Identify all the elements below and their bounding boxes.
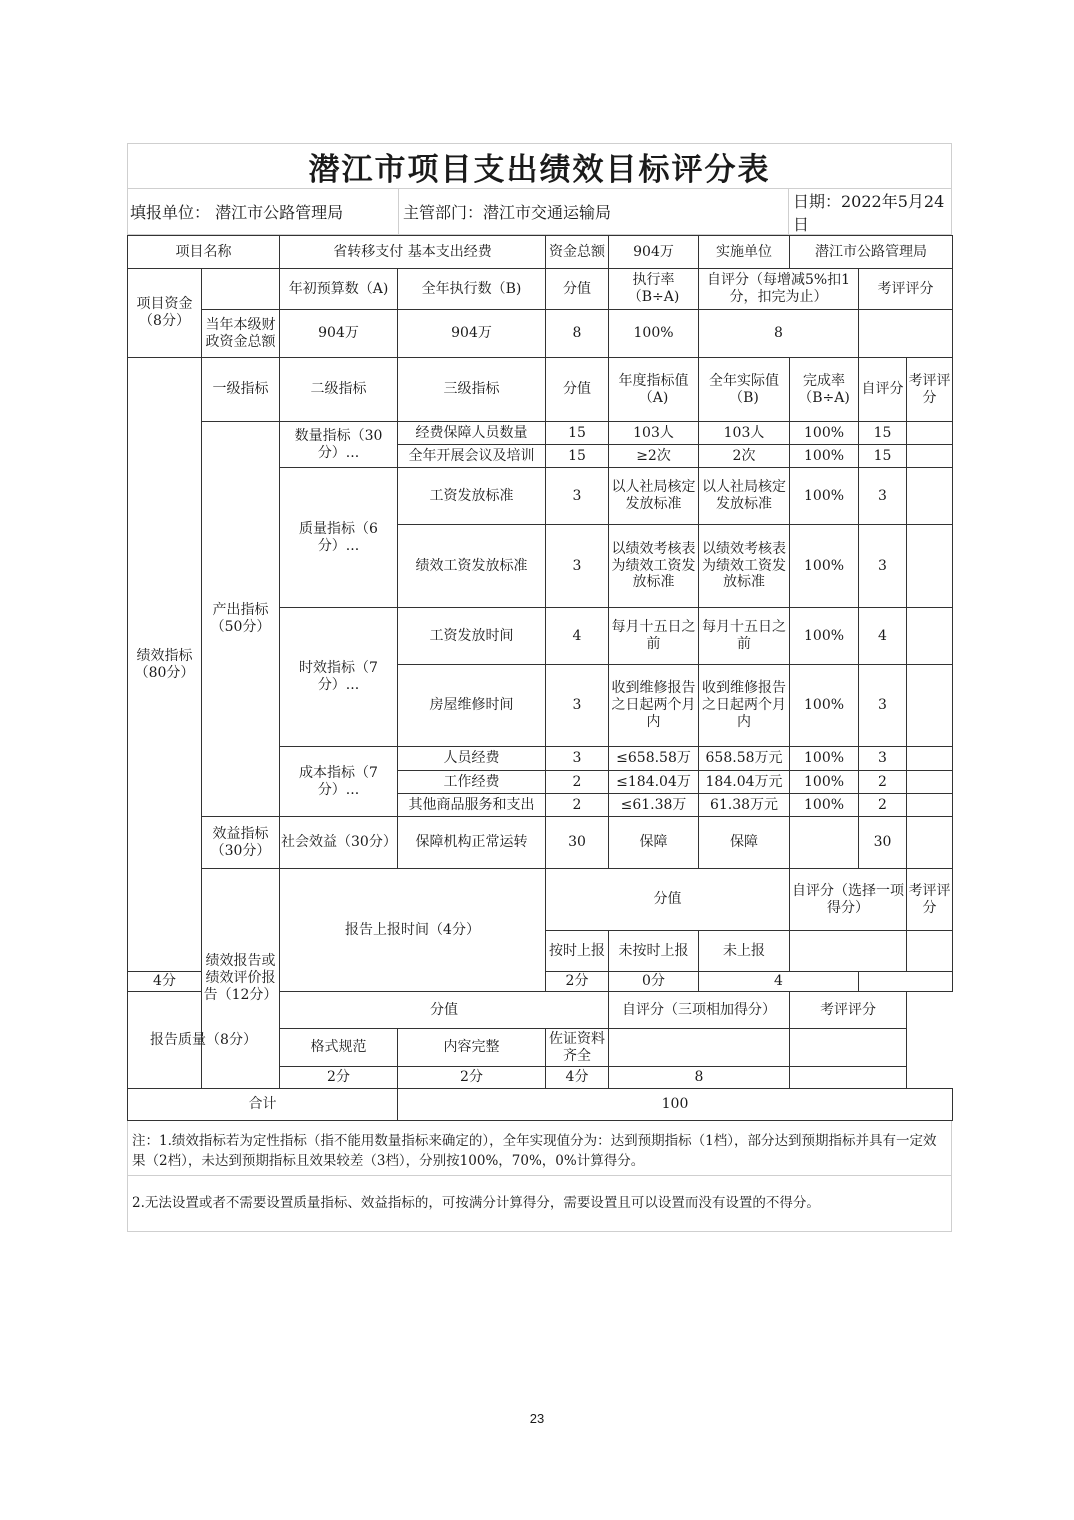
indicator-target: 103人 — [609, 422, 699, 445]
indicator-rate: 100% — [790, 608, 859, 665]
indicator-rate: 100% — [790, 771, 859, 794]
table-row — [128, 422, 953, 445]
format-label: 格式规范 — [280, 1029, 398, 1067]
report-quality-label: 报告质量（8分） — [128, 992, 280, 1089]
funds-header-row — [128, 269, 953, 310]
late-label: 未按时上报 — [609, 931, 699, 972]
indicator-rate: 100% — [790, 747, 859, 771]
indicator-target: 每月十五日之前 — [609, 608, 699, 665]
funds-review-value — [859, 310, 953, 358]
indicator-rate: 100% — [790, 665, 859, 747]
indicator-self: 30 — [859, 817, 907, 869]
output-indicator-label: 产出指标（50分） — [202, 422, 280, 817]
funds-empty-cell — [202, 269, 280, 310]
indicator-actual: 每月十五日之前 — [699, 608, 790, 665]
indicator-actual: 收到维修报告之日起两个月内 — [699, 665, 790, 747]
funds-label: 项目资金（8分） — [128, 269, 202, 358]
indicator-name: 人员经费 — [398, 747, 546, 771]
indicator-score: 15 — [546, 445, 609, 468]
indicator-actual: 保障 — [699, 817, 790, 869]
report-time-review-blank — [907, 931, 953, 972]
benefit-indicator-label: 效益指标（30分） — [202, 817, 280, 869]
time-indicator-label: 时效指标（7分）... — [280, 608, 398, 747]
indicator-target: ≤184.04万 — [609, 771, 699, 794]
indicator-rate: 100% — [790, 794, 859, 817]
indicator-self: 15 — [859, 422, 907, 445]
indicator-self: 3 — [859, 468, 907, 525]
note-1: 注：1.绩效指标若为定性指标（指不能用数量指标来确定的），全年实现值分为：达到预期指标（1档），部分达到预期指标并具有一定效果（2档），未达到预期指标且效果较差（3档），分别按100%，70%，0%计算得分。 — [127, 1121, 952, 1176]
perf-h1: 一级指标 — [202, 358, 280, 422]
org-value: 潜江市公路管理局 — [790, 236, 953, 269]
indicator-actual: 以绩效考核表为绩效工资发放标准 — [699, 525, 790, 608]
indicator-name: 全年开展会议及培训 — [398, 445, 546, 468]
indicator-score: 15 — [546, 422, 609, 445]
indicator-actual: 61.38万元 — [699, 794, 790, 817]
perf-h-review: 考评评分 — [907, 358, 953, 422]
indicator-review — [907, 771, 953, 794]
indicator-rate: 100% — [790, 468, 859, 525]
perf-h-target: 年度指标值（A) — [609, 358, 699, 422]
perf-h-rate: 完成率（B÷A) — [790, 358, 859, 422]
indicator-review — [907, 445, 953, 468]
indicator-score: 4 — [546, 608, 609, 665]
indicator-self: 3 — [859, 747, 907, 771]
report-quality-review-header: 考评评分 — [790, 992, 907, 1029]
indicator-self: 2 — [859, 794, 907, 817]
report-time-score-header: 分值 — [546, 869, 790, 931]
indicator-target: 保障 — [609, 817, 699, 869]
report-time-label: 报告上报时间（4分） — [280, 869, 546, 992]
report-quality-review-blank — [790, 1029, 907, 1067]
indicator-name: 工资发放标准 — [398, 468, 546, 525]
indicator-name: 工作经费 — [398, 771, 546, 794]
report-time-self-blank — [790, 931, 907, 972]
funds-header-self: 自评分（每增减5%扣1分，扣完为止） — [699, 269, 859, 310]
table-row — [128, 817, 953, 869]
perf-h-self: 自评分 — [859, 358, 907, 422]
on-time-label: 按时上报 — [546, 931, 609, 972]
indicator-review — [907, 525, 953, 608]
content-score: 2分 — [398, 1067, 546, 1089]
report-time-self-score: 4 — [699, 972, 859, 992]
perf-h-score: 分值 — [546, 358, 609, 422]
indicator-score: 3 — [546, 747, 609, 771]
report-time-self-header: 自评分（选择一项得分） — [790, 869, 907, 931]
total-label: 合计 — [128, 1089, 398, 1121]
indicator-target: 以绩效考核表为绩效工资发放标准 — [609, 525, 699, 608]
indicator-review — [907, 817, 953, 869]
supervising-dept: 主管部门：潜江市交通运输局 — [398, 189, 788, 234]
funds-self-value: 8 — [699, 310, 859, 358]
indicator-review — [907, 747, 953, 771]
total-row — [128, 1089, 953, 1121]
not-reported-label: 未上报 — [699, 931, 790, 972]
indicator-rate: 100% — [790, 422, 859, 445]
indicator-score: 2 — [546, 771, 609, 794]
evaluation-table — [127, 235, 953, 1121]
format-score: 2分 — [280, 1067, 398, 1089]
project-name-label: 项目名称 — [128, 236, 280, 269]
total-fund-label: 资金总额 — [546, 236, 609, 269]
report-time-header-row — [128, 869, 953, 931]
indicator-name: 保障机构正常运转 — [398, 817, 546, 869]
funds-header-score: 分值 — [546, 269, 609, 310]
indicator-target: 收到维修报告之日起两个月内 — [609, 665, 699, 747]
indicator-actual: 以人社局核定发放标准 — [699, 468, 790, 525]
filing-unit: 填报单位： 潜江市公路管理局 — [130, 203, 344, 222]
report-quality-self-header: 自评分（三项相加得分） — [609, 992, 790, 1029]
funds-a-value: 904万 — [280, 310, 398, 358]
indicator-actual: 658.58万元 — [699, 747, 790, 771]
perf-h2: 二级指标 — [280, 358, 398, 422]
indicator-self: 4 — [859, 608, 907, 665]
score-sheet — [127, 143, 952, 1232]
cost-indicator-label: 成本指标（7分）... — [280, 747, 398, 817]
indicator-score: 3 — [546, 468, 609, 525]
quantity-indicator-label: 数量指标（30分）... — [280, 422, 398, 468]
indicator-review — [907, 608, 953, 665]
indicator-rate: 100% — [790, 525, 859, 608]
perf-label: 绩效指标（80分） — [128, 358, 202, 972]
funds-row-label: 当年本级财政资金总额 — [202, 310, 280, 358]
social-benefit-label: 社会效益（30分） — [280, 817, 398, 869]
indicator-review — [907, 422, 953, 445]
project-row — [128, 236, 953, 269]
note-2: 2.无法设置或者不需要设置质量指标、效益指标的，可按满分计算得分，需要设置且可以设置而没有设置的不得分。 — [127, 1176, 952, 1232]
funds-header-review: 考评评分 — [859, 269, 953, 310]
indicator-review — [907, 665, 953, 747]
indicator-score: 3 — [546, 525, 609, 608]
report-quality-review-score — [790, 1067, 907, 1089]
funds-header-rate: 执行率（B÷A) — [609, 269, 699, 310]
indicator-actual: 103人 — [699, 422, 790, 445]
report-label: 绩效报告或绩效评价报告（12分） — [202, 869, 280, 1089]
indicator-rate: 100% — [790, 445, 859, 468]
indicator-target: 以人社局核定发放标准 — [609, 468, 699, 525]
page-title: 潜江市项目支出绩效目标评分表 — [127, 143, 952, 188]
perf-h-actual: 全年实际值（B) — [699, 358, 790, 422]
indicator-actual: 184.04万元 — [699, 771, 790, 794]
indicator-review — [907, 468, 953, 525]
indicator-self: 2 — [859, 771, 907, 794]
evidence-label: 佐证资料齐全 — [546, 1029, 609, 1067]
info-bar — [127, 188, 952, 235]
funds-header-a: 年初预算数（A) — [280, 269, 398, 310]
perf-header-row — [128, 358, 953, 422]
indicator-self: 15 — [859, 445, 907, 468]
indicator-rate — [790, 817, 859, 869]
funds-rate-value: 100% — [609, 310, 699, 358]
indicator-score: 30 — [546, 817, 609, 869]
indicator-review — [907, 794, 953, 817]
indicator-name: 绩效工资发放标准 — [398, 525, 546, 608]
org-label: 实施单位 — [699, 236, 790, 269]
report-date: 日期：2022年5月24日 — [788, 189, 951, 234]
report-quality-self-blank — [609, 1029, 790, 1067]
indicator-actual: 2次 — [699, 445, 790, 468]
indicator-target: ≤658.58万 — [609, 747, 699, 771]
total-value: 100 — [398, 1089, 953, 1121]
not-reported-score: 0分 — [609, 972, 699, 992]
report-quality-self-score: 8 — [609, 1067, 790, 1089]
indicator-name: 工资发放时间 — [398, 608, 546, 665]
funds-b-value: 904万 — [398, 310, 546, 358]
report-time-review-header: 考评评分 — [907, 869, 953, 931]
project-name-value: 省转移支付 基本支出经费 — [280, 236, 546, 269]
indicator-score: 3 — [546, 665, 609, 747]
perf-h3: 三级指标 — [398, 358, 546, 422]
funds-header-b: 全年执行数（B) — [398, 269, 546, 310]
indicator-target: ≤61.38万 — [609, 794, 699, 817]
indicator-name: 经费保障人员数量 — [398, 422, 546, 445]
on-time-score: 4分 — [128, 972, 202, 992]
indicator-name: 其他商品服务和支出 — [398, 794, 546, 817]
indicator-self: 3 — [859, 525, 907, 608]
evidence-score: 4分 — [546, 1067, 609, 1089]
funds-score-value: 8 — [546, 310, 609, 358]
report-time-review-score — [859, 972, 953, 992]
content-label: 内容完整 — [398, 1029, 546, 1067]
indicator-score: 2 — [546, 794, 609, 817]
indicator-self: 3 — [859, 665, 907, 747]
report-quality-score-header: 分值 — [280, 992, 609, 1029]
quality-indicator-label: 质量指标（6分）... — [280, 468, 398, 608]
total-fund-value: 904万 — [609, 236, 699, 269]
page-number: 23 — [529, 1411, 545, 1426]
funds-value-row — [128, 310, 953, 358]
indicator-name: 房屋维修时间 — [398, 665, 546, 747]
late-score: 2分 — [546, 972, 609, 992]
indicator-target: ≥2次 — [609, 445, 699, 468]
